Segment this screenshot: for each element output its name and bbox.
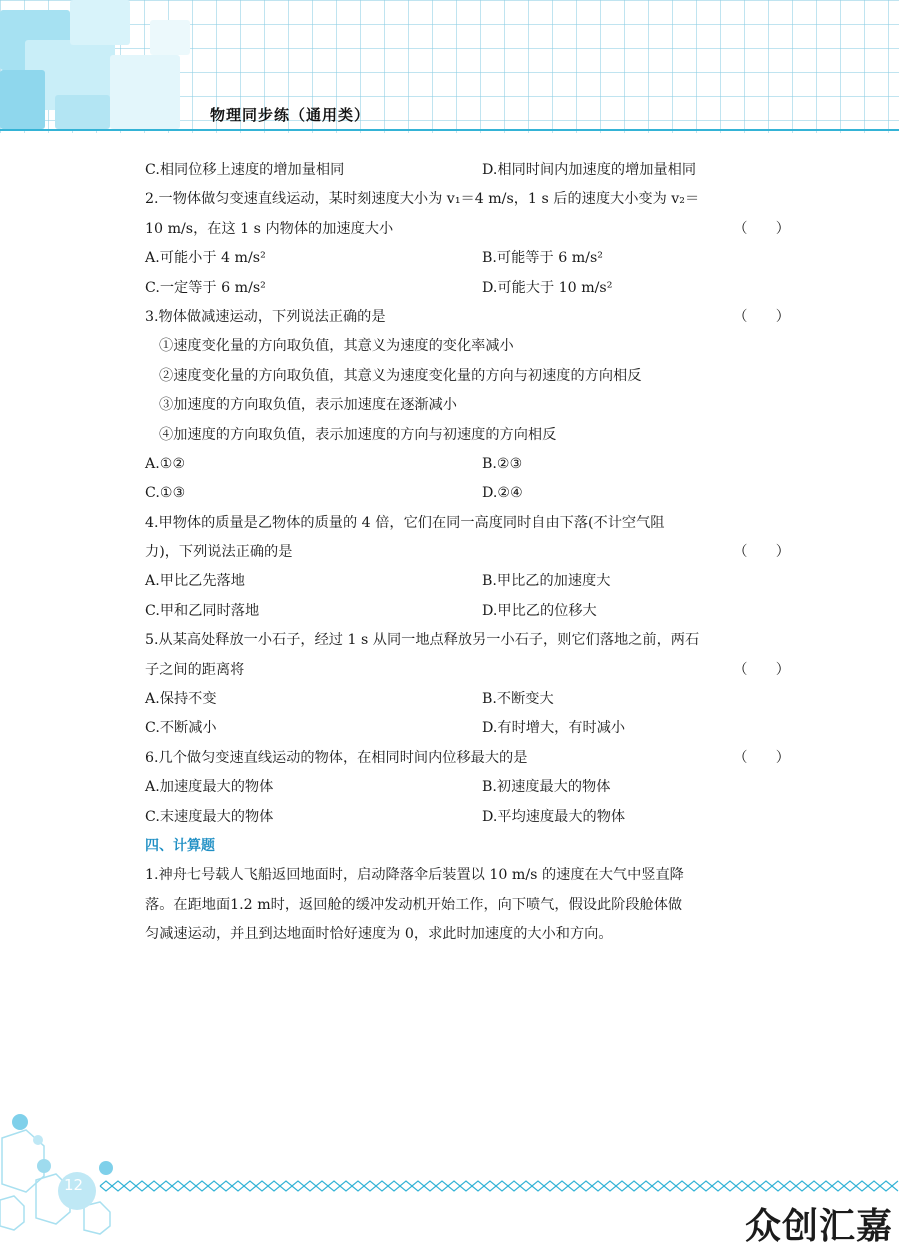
option-right: D.甲比乙的位移大 bbox=[482, 602, 597, 619]
brand-watermark: 众创汇嘉 bbox=[744, 1206, 893, 1247]
text-line bbox=[145, 803, 790, 832]
text-line bbox=[145, 391, 790, 420]
line-text: 6.几个做匀变速直线运动的物体，在相同时间内位移最大的是 bbox=[145, 749, 528, 766]
answer-blank: （ ） bbox=[733, 749, 790, 766]
text-line bbox=[145, 303, 790, 332]
line-text: 3.物体做减速运动，下列说法正确的是 bbox=[145, 308, 386, 325]
answer-blank: （ ） bbox=[733, 661, 790, 678]
line-text: A.保持不变 bbox=[145, 691, 217, 708]
text-line bbox=[145, 685, 790, 714]
page-number: 12 bbox=[64, 1176, 84, 1194]
option-right: B.不断变大 bbox=[482, 691, 554, 708]
option-right: B.②③ bbox=[482, 455, 523, 472]
text-line bbox=[145, 244, 790, 273]
footer-dot bbox=[33, 1135, 43, 1145]
text-line bbox=[145, 332, 790, 361]
header-decor-block bbox=[55, 95, 110, 129]
line-text: 力)，下列说法正确的是 bbox=[145, 544, 293, 561]
line-text: C.不断减小 bbox=[145, 720, 217, 737]
option-right: B.甲比乙的加速度大 bbox=[482, 573, 611, 590]
exercise-content bbox=[145, 156, 790, 950]
line-text: 落。在距地面1.2 m时，返回舱的缓冲发动机开始工作，向下喷气，假设此阶段舱体做 bbox=[145, 896, 683, 913]
text-line bbox=[145, 626, 790, 655]
page-header bbox=[0, 0, 899, 133]
section-heading-line bbox=[145, 832, 790, 861]
header-title: 物理同步练（通用类） bbox=[210, 106, 371, 124]
text-line bbox=[145, 538, 790, 567]
text-line bbox=[145, 362, 790, 391]
line-text: C.末速度最大的物体 bbox=[145, 808, 274, 825]
option-right: D.平均速度最大的物体 bbox=[482, 808, 626, 825]
text-line bbox=[145, 861, 790, 890]
text-line bbox=[145, 509, 790, 538]
footer-octagon bbox=[0, 1196, 24, 1230]
header-decor-block bbox=[0, 70, 45, 129]
footer-zigzag-line bbox=[100, 1181, 898, 1191]
line-text: 1.神舟七号载人飞船返回地面时，启动降落伞后装置以 10 m/s 的速度在大气中竖直降 bbox=[145, 867, 684, 884]
header-rule bbox=[0, 129, 899, 131]
answer-blank: （ ） bbox=[733, 220, 790, 237]
line-text: ①速度变化量的方向取负值，其意义为速度的变化率减小 bbox=[159, 338, 514, 355]
line-text: 子之间的距离将 bbox=[145, 661, 245, 678]
line-text: C.一定等于 6 m/s² bbox=[145, 279, 266, 296]
answer-blank: （ ） bbox=[733, 544, 790, 561]
line-text: C.相同位移上速度的增加量相同 bbox=[145, 162, 345, 178]
line-text: 5.从某高处释放一小石子，经过 1 s 从同一地点释放另一小石子，则它们落地之前，两石 bbox=[145, 632, 700, 649]
answer-blank: （ ） bbox=[733, 308, 790, 325]
text-line bbox=[145, 450, 790, 479]
header-decor-block bbox=[110, 55, 180, 129]
footer-dot bbox=[99, 1161, 113, 1175]
option-right: D.相同时间内加速度的增加量相同 bbox=[482, 162, 697, 178]
text-line bbox=[145, 920, 790, 949]
text-line bbox=[145, 156, 790, 185]
line-text: A.加速度最大的物体 bbox=[145, 779, 274, 796]
text-line bbox=[145, 421, 790, 450]
text-line bbox=[145, 597, 790, 626]
text-line bbox=[145, 891, 790, 920]
text-line bbox=[145, 274, 790, 303]
line-text: C.①③ bbox=[145, 485, 186, 502]
line-text: C.甲和乙同时落地 bbox=[145, 602, 260, 619]
line-text: 4.甲物体的质量是乙物体的质量的 4 倍，它们在同一高度同时自由下落(不计空气阻 bbox=[145, 514, 665, 531]
footer-dot bbox=[37, 1159, 51, 1173]
line-text: ③加速度的方向取负值，表示加速度在逐渐减小 bbox=[159, 397, 457, 414]
footer-octagon bbox=[84, 1202, 110, 1234]
text-line bbox=[145, 773, 790, 802]
option-right: D.可能大于 10 m/s² bbox=[482, 279, 613, 296]
line-text: A.可能小于 4 m/s² bbox=[145, 250, 266, 267]
text-line bbox=[145, 744, 790, 773]
line-text: ②速度变化量的方向取负值，其意义为速度变化量的方向与初速度的方向相反 bbox=[159, 367, 642, 384]
section-heading: 四、计算题 bbox=[145, 837, 215, 854]
text-line bbox=[145, 656, 790, 685]
header-decor-block bbox=[150, 20, 190, 55]
text-line bbox=[145, 567, 790, 596]
text-line bbox=[145, 215, 790, 244]
option-right: B.初速度最大的物体 bbox=[482, 779, 611, 796]
footer-dot bbox=[12, 1114, 28, 1130]
line-text: 2.一物体做匀变速直线运动，某时刻速度大小为 v₁＝4 m/s，1 s 后的速度大小变为 v₂＝ bbox=[145, 191, 700, 208]
option-right: D.有时增大，有时减小 bbox=[482, 720, 626, 737]
line-text: A.①② bbox=[145, 455, 186, 472]
header-decor-block bbox=[70, 0, 130, 45]
line-text: A.甲比乙先落地 bbox=[145, 573, 245, 590]
option-right: D.②④ bbox=[482, 485, 523, 502]
text-line bbox=[145, 714, 790, 743]
line-text: ④加速度的方向取负值，表示加速度的方向与初速度的方向相反 bbox=[159, 426, 557, 443]
line-text: 10 m/s，在这 1 s 内物体的加速度大小 bbox=[145, 220, 394, 237]
option-right: B.可能等于 6 m/s² bbox=[482, 250, 603, 267]
text-line bbox=[145, 185, 790, 214]
text-line bbox=[145, 479, 790, 508]
line-text: 匀减速运动，并且到达地面时恰好速度为 0，求此时加速度的大小和方向。 bbox=[145, 926, 613, 943]
page-footer bbox=[0, 1110, 899, 1253]
